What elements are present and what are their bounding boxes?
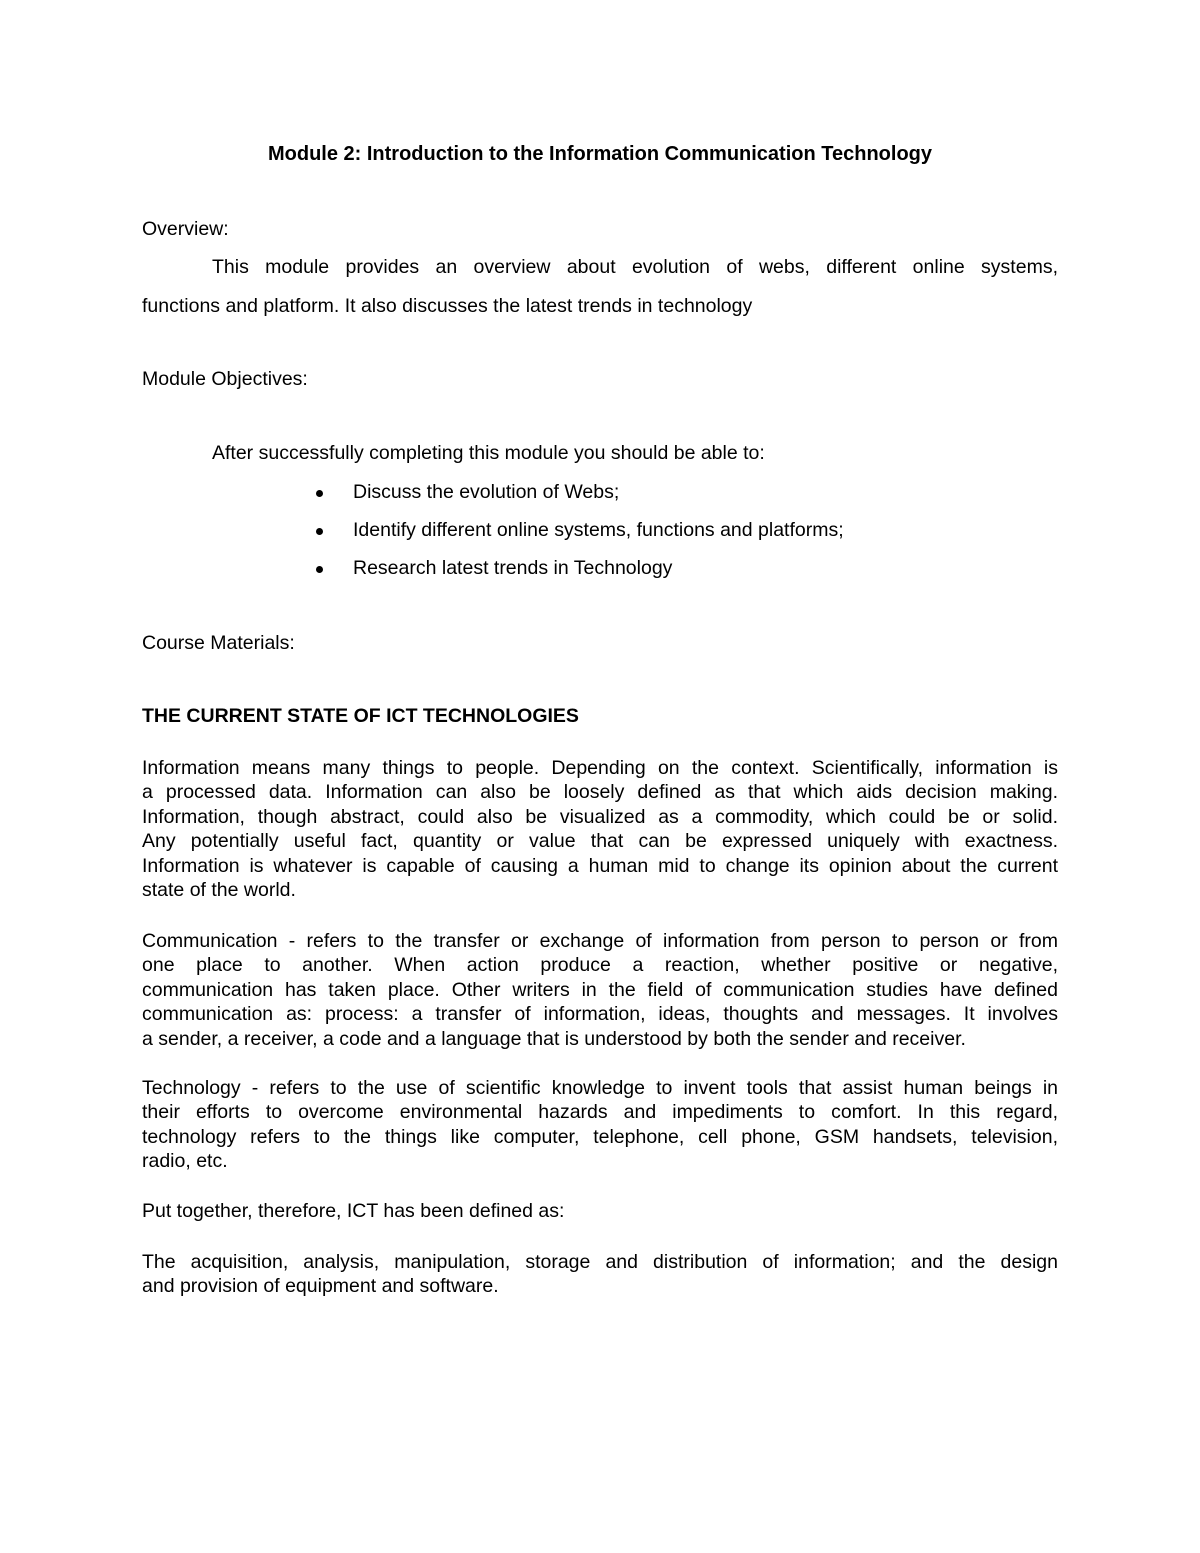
paragraph-line: Any potentially useful fact, quantity or value that can be expressed uniquely with exactness. bbox=[142, 830, 1058, 853]
paragraph-line: radio, etc. bbox=[142, 1150, 228, 1173]
paragraph-line: Information means many things to people. Depending on the context. Scientifically, information is bbox=[142, 757, 1058, 779]
objective-item-text: Discuss the evolution of Webs; bbox=[353, 481, 620, 503]
paragraph-line: Communication - refers to the transfer or exchange of information from person to person or from bbox=[142, 930, 1058, 952]
overview-text-line-1: This module provides an overview about evolution of webs, different online systems, bbox=[212, 256, 1058, 278]
section-heading: THE CURRENT STATE OF ICT TECHNOLOGIES bbox=[142, 705, 579, 727]
paragraph-line: a processed data. Information can also be loosely defined as that which aids decision making. bbox=[142, 781, 1058, 804]
overview-label: Overview: bbox=[142, 218, 229, 240]
objectives-label: Module Objectives: bbox=[142, 368, 308, 390]
bullet-icon bbox=[316, 566, 323, 573]
paragraph-line: Information, though abstract, could also be visualized as a commodity, which could be or solid. bbox=[142, 805, 1058, 828]
document-title: Module 2: Introduction to the Information Communication Technology bbox=[267, 143, 933, 165]
paragraph-line: a sender, a receiver, a code and a language that is understood by both the sender and receiver. bbox=[142, 1027, 966, 1050]
paragraph-line: Information is whatever is capable of causing a human mid to change its opinion about the current bbox=[142, 854, 1058, 877]
paragraph-line: communication as: process: a transfer of information, ideas, thoughts and messages. It involves bbox=[142, 1003, 1058, 1026]
paragraph-line: The acquisition, analysis, manipulation, storage and distribution of information; and the design bbox=[142, 1251, 1058, 1273]
course-materials-label: Course Materials: bbox=[142, 632, 295, 654]
objectives-intro: After successfully completing this module you should be able to: bbox=[212, 442, 765, 464]
paragraph-line: and provision of equipment and software. bbox=[142, 1275, 499, 1298]
paragraph-information bbox=[142, 756, 1058, 902]
bullet-icon bbox=[316, 490, 323, 497]
bullet-icon bbox=[316, 528, 323, 535]
paragraph-line: Put together, therefore, ICT has been defined as: bbox=[142, 1200, 565, 1222]
paragraph-line: one place to another. When action produce a reaction, whether positive or negative, bbox=[142, 954, 1058, 977]
paragraph-technology bbox=[142, 1076, 1058, 1174]
paragraph-line: state of the world. bbox=[142, 878, 296, 901]
paragraph-line: Technology - refers to the use of scientific knowledge to invent tools that assist human beings in bbox=[142, 1077, 1058, 1099]
objective-item-text: Research latest trends in Technology bbox=[353, 557, 673, 579]
paragraph-line: communication has taken place. Other writers in the field of communication studies have defined bbox=[142, 978, 1058, 1001]
paragraph-line: technology refers to the things like computer, telephone, cell phone, GSM handsets, television, bbox=[142, 1125, 1058, 1148]
paragraph-ict-definition bbox=[142, 1250, 1058, 1299]
paragraph-ict-intro bbox=[142, 1199, 1058, 1223]
objective-item-text: Identify different online systems, functions and platforms; bbox=[353, 519, 844, 541]
paragraph-communication bbox=[142, 929, 1058, 1051]
overview-text-line-2: functions and platform. It also discusses the latest trends in technology bbox=[142, 295, 753, 317]
paragraph-line: their efforts to overcome environmental hazards and impediments to comfort. In this regard, bbox=[142, 1101, 1058, 1124]
